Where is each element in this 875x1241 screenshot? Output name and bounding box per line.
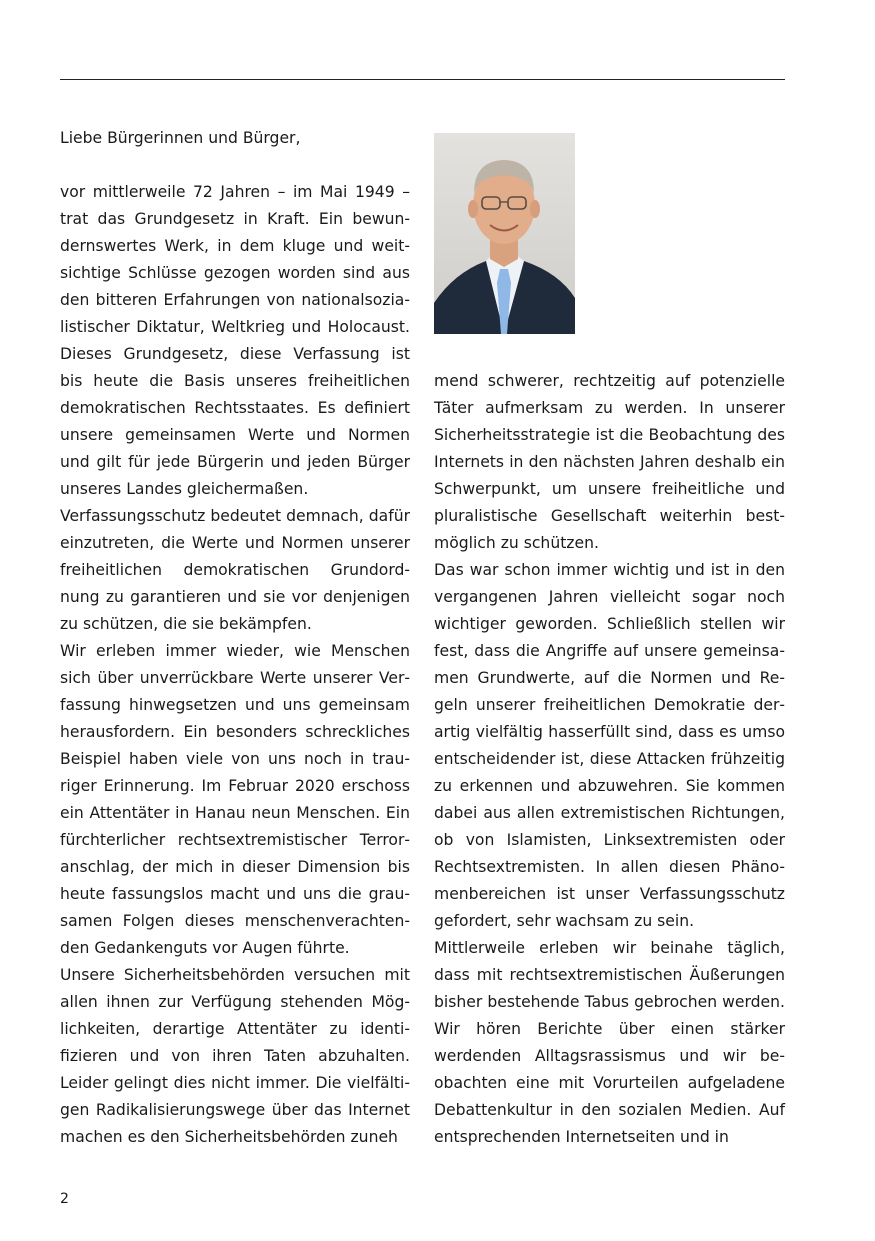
paragraph: Verfassungsschutz bedeutet demnach, dafür einzutreten, die Werte und Normen unserer freiheitlichen demokratischen Grundordnung zu garantieren und sie vor denjenigen zu schützen, die sie bekämpfen. [60, 507, 410, 633]
letter-column-right [434, 368, 785, 1151]
paragraph: mend schwerer, rechtzeitig auf potenzielle Täter aufmerksam zu werden. In unserer Sicherheitsstrategie ist die Beobachtung des Internets in den nächsten Jahren deshalb ein Schwerpunkt, um unsere freiheitliche und pluralistische Gesellschaft weiterhin bestmöglich zu schützen. [434, 372, 785, 552]
page-number: 2 [60, 1191, 69, 1207]
author-portrait [434, 133, 575, 334]
header-rule [60, 79, 785, 80]
letter-column-left [60, 125, 410, 1151]
paragraph: vor mittlerweile 72 Jahren – im Mai 1949 – trat das Grundgesetz in Kraft. Ein bewundernswertes Werk, in dem kluge und weitsichtige Schlüsse gezogen worden sind aus den bitteren Erfahrungen von nationalsozialistischer Diktatur, Weltkrieg und Holocaust. Dieses Grundgesetz, diese Verfassung ist bis heute die Basis unseres freiheitlichen demokratischen Rechtsstaates. Es definiert unsere gemeinsamen Werte und Normen und gilt für jede Bürgerin und jeden Bürger unseres Landes gleichermaßen. [60, 183, 410, 498]
paragraph: Wir erleben immer wieder, wie Menschen sich über unverrückbare Werte unserer Verfassung hinwegsetzen und uns gemeinsam herausfordern. Ein besonders schreckliches Beispiel haben viele von uns noch in trauriger Erinnerung. Im Februar 2020 erschoss ein Attentäter in Hanau neun Menschen. Ein fürchterlicher rechtsextremistischer Terroranschlag, der mich in dieser Dimension bis heute fassungslos macht und uns die grausamen Folgen dieses menschenverachtenden Gedankenguts vor Augen führte. [60, 642, 410, 957]
paragraph: Mittlerweile erleben wir beinahe täglich, dass mit rechtsextremistischen Äußerungen bisher bestehende Tabus gebrochen werden. Wir hören Berichte über einen stärker werdenden Alltagsrassismus und wir beobachten eine mit Vorurteilen aufgeladene Debattenkultur in den sozialen Medien. Auf entsprechenden Internetseiten und in [434, 939, 785, 1146]
paragraph: Unsere Sicherheitsbehörden versuchen mit allen ihnen zur Verfügung stehenden Möglichkeiten, derartige Attentäter zu identifizieren und von ihren Taten abzuhalten. Leider gelingt dies nicht immer. Die vielfältigen Radikalisierungswege über das Internet machen es den Sicherheitsbehörden zuneh [60, 966, 410, 1146]
paragraph: Das war schon immer wichtig und ist in den vergangenen Jahren vielleicht sogar noch wichtiger geworden. Schließlich stellen wir fest, dass die Angriffe auf unsere gemeinsamen Grundwerte, auf die Normen und Regeln unserer freiheitlichen Demokratie derartig vielfältig hasserfüllt sind, dass es umso entscheidender ist, diese Attacken frühzeitig zu erkennen und abzuwehren. Sie kommen dabei aus allen extremistischen Richtungen, ob von Islamisten, Linksextremisten oder Rechtsextremisten. In allen diesen Phänomenbereichen ist unser Verfassungsschutz gefordert, sehr wachsam zu sein. [434, 561, 785, 930]
salutation: Liebe Bürgerinnen und Bürger, [60, 129, 301, 147]
portrait-illustration [434, 133, 575, 334]
